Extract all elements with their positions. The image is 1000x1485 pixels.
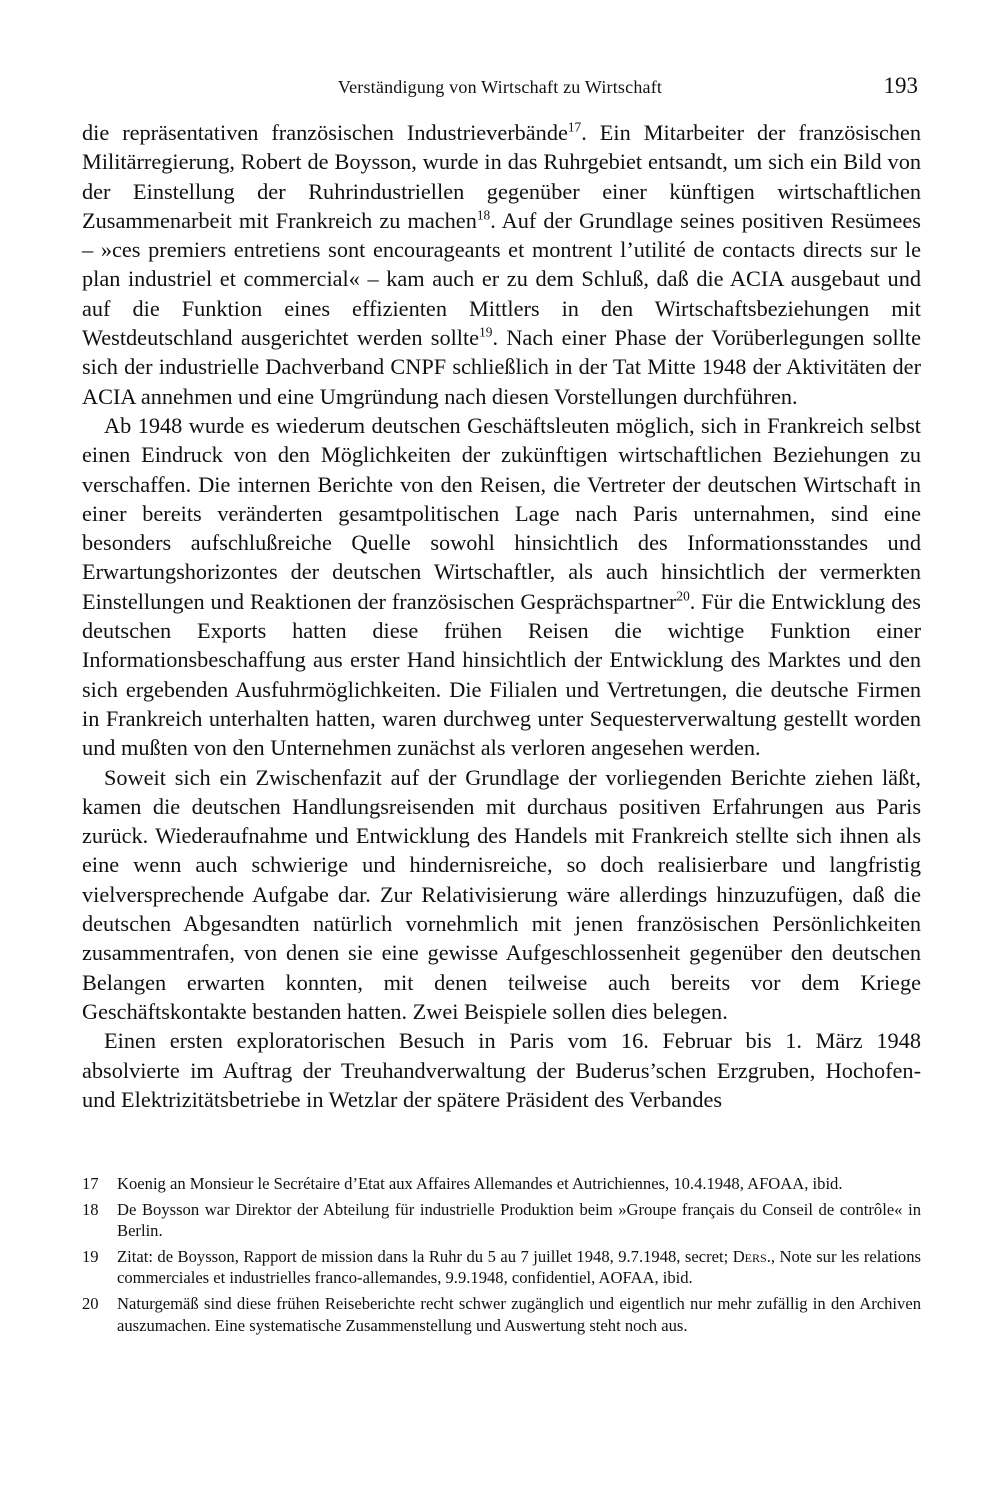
running-title: Verständigung von Wirtschaft zu Wirtschaft [337,77,663,97]
running-header [80,73,920,103]
page-number: 193 [883,73,918,98]
text-run: Ab 1948 wurde es wiederum deutschen Geschäftsleuten möglich, sich in Frankreich selbst einen Eindruck von den Möglichkeiten der zukünftigen wirtschaftlichen Beziehungen zu verschaffen. Die internen Berichte von den Reisen, die Vertreter der deutschen Wirtschaft in einer bereits veränderten gesamtpolitischen Lage nach Paris unternahmen, sind eine besonders aufschlußreiche Quelle sowohl hinsichtlich des Informationsstandes und Erwartungshorizontes der deutschen Wirtschaftler, als auch hinsichtlich der vermerkten Einstellungen und Reaktionen der französischen Gesprächspartner [82,412,921,614]
footnote-number: 19 [82,1246,99,1266]
footnote-ref-19[interactable]: 19 [479,324,493,340]
text-run: . Für die Entwicklung des deutschen Exports hatten diese frühen Reisen die wichtige Funktion einer Informationsbeschaffung aus erster Hand hinsichtlich der Entwicklung des Marktes und den sich ergebenden Ausfuhrmöglichkeiten. Die Filialen und Vertretungen, die deutsche Firmen in Frankreich unterhalten hatten, waren durchweg unter Sequesterverwaltung gestellt worden und mußten von den Unternehmen zunächst als verloren angesehen werden. [82,588,921,761]
text-run: Einen ersten exploratorischen Besuch in Paris vom 16. Februar bis 1. März 1948 absolvierte im Auftrag der Treuhandverwaltung der Buderus’schen Erzgruben, Hochofen- und Elektrizitätsbetriebe in Wetzlar der spätere Präsident des Verbandes [82,1028,921,1112]
footnote-number: 17 [82,1174,99,1193]
paragraph [82,411,921,763]
text-run: . Auf der Grundlage seines positiven Resümees – »ces premiers entretiens sont encourageants et montrent l’utilité de contacts directs sur le plan industriel et commercial« – kam auch er zu dem Schluß, daß die ACIA ausgebaut und auf die Funktion eines effizienten Mittlers in den Wirtschaftsbeziehungen mit Westdeutschland ausgerichtet werden sollte [82,207,921,351]
footnote-text: Zitat: de Boysson, Rapport de mission dans la Ruhr du 5 au 7 juillet 1948, 9.7.1948, secret; [117,1246,733,1266]
text-run: . Ein Mitarbeiter der französischen Militärregierung, Robert de Boysson, wurde in das Ruhrgebiet entsandt, um sich ein Bild von der Einstellung der Ruhrindustriellen gegenüber einer künftigen wirtschaftlichen Zusammenarbeit mit Frankreich zu machen [82,120,921,233]
footnote-number: 20 [82,1293,99,1313]
footnote-19 [82,1246,921,1289]
author-abbreviation: Ders. [732,1246,771,1266]
paragraph [82,763,921,1027]
footnote-number: 18 [82,1199,99,1219]
footnotes [82,1173,921,1340]
text-run: die repräsentativen französischen Industrieverbände [82,120,568,145]
footnote-text: Koenig an Monsieur le Secrétaire d’Etat aux Affaires Allemandes et Autrichiennes, 10.4.1948, AFOAA, ibid. [117,1174,843,1193]
paragraph [82,118,921,411]
footnote-ref-18[interactable]: 18 [476,207,491,223]
footnote-18 [82,1199,921,1242]
footnote-ref-17[interactable]: 17 [567,119,582,135]
paragraph [82,1026,921,1114]
footnote-text: , Note sur les relations commerciales et industrielles franco-allemandes, 9.9.1948, confidentiel, AOFAA, ibid. [117,1246,921,1288]
footnote-text: Naturgemäß sind diese frühen Reiseberichte recht schwer zugänglich und eigentlich nur mehr zufällig in den Archiven auszumachen. Eine systematische Zusammenstellung und Auswertung steht noch aus. [117,1293,921,1335]
text-run: Soweit sich ein Zwischenfazit auf der Grundlage der vorliegenden Berichte ziehen läßt, kamen die deutschen Handlungsreisenden mit durchaus positiven Erfahrungen aus Paris zurück. Wiederaufnahme und Entwicklung des Handels mit Frankreich stellte sich ihnen als eine wenn auch schwierige und hindernisreiche, so doch realisierbare und langfristig vielversprechende Aufgabe dar. Zur Relativisierung wäre allerdings hinzuzufügen, daß die deutschen Abgesandten natürlich vornehmlich mit jenen französischen Persönlichkeiten zusammentrafen, von denen sie eine gewisse Aufgeschlossenheit gegenüber den deutschen Belangen erwarten konnten, mit denen teilweise auch bereits vor dem Kriege Geschäftskontakte bestanden hatten. Zwei Beispiele sollen dies belegen. [82,764,921,1024]
main-text [82,118,921,1114]
footnote-17 [82,1173,921,1195]
text-run: . Nach einer Phase der Vorüberlegungen sollte sich der industrielle Dachverband CNPF schließlich in der Tat Mitte 1948 der Aktivitäten der ACIA annehmen und eine Umgründung nach diesen Vorstellungen durchführen. [82,325,922,409]
footnote-text: De Boysson war Direktor der Abteilung für industrielle Produktion beim »Groupe français du Conseil de contrôle« in Berlin. [117,1199,921,1241]
footnote-20 [82,1293,921,1336]
footnote-ref-20[interactable]: 20 [676,588,690,604]
